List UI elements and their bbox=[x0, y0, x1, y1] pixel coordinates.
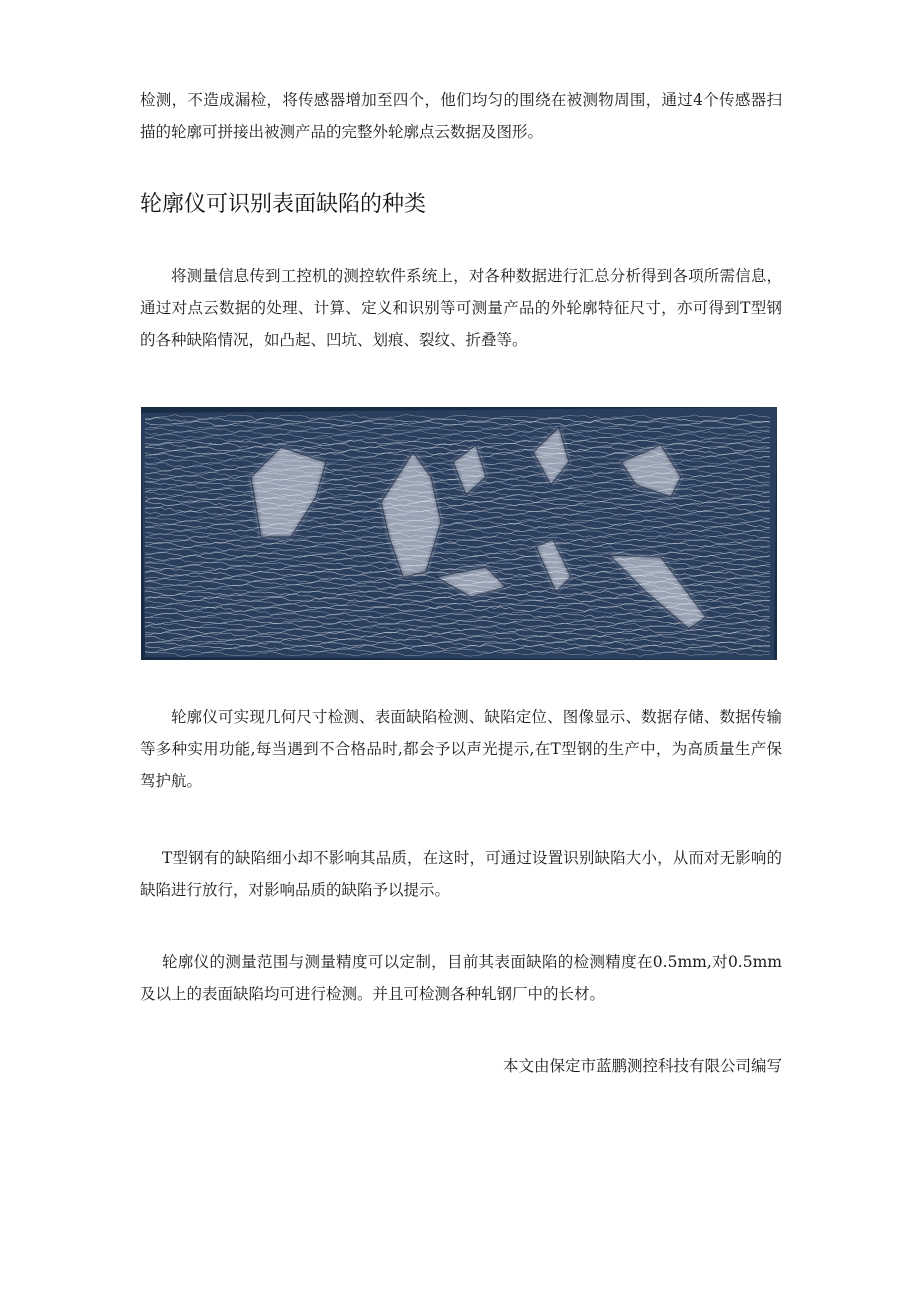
surface-defect-pointcloud-image bbox=[141, 407, 777, 660]
paragraph-functions: 轮廓仪可实现几何尺寸检测、表面缺陷检测、缺陷定位、图像显示、数据存储、数据传输等多种实用功能,每当遇到不合格品时,都会予以声光提示,在T型钢的生产中，为高质量生产保驾护航。 bbox=[140, 708, 782, 790]
paragraph-small-defects: T型钢有的缺陷细小却不影响其品质，在这时，可通过设置识别缺陷大小，从而对无影响的缺陷进行放行，对影响品质的缺陷予以提示。 bbox=[140, 849, 782, 899]
paragraph-sensors: 检测，不造成漏检，将传感器增加至四个，他们均匀的围绕在被测物周围，通过4个传感器扫描的轮廓可拼接出被测产品的完整外轮廓点云数据及图形。 bbox=[140, 91, 782, 141]
paragraph-precision: 轮廓仪的测量范围与测量精度可以定制，目前其表面缺陷的检测精度在0.5mm,对0.5mm及以上的表面缺陷均可进行检测。并且可检测各种轧钢厂中的长材。 bbox=[140, 953, 782, 1003]
section-heading: 轮廓仪可识别表面缺陷的种类 bbox=[140, 192, 427, 217]
author-credit: 本文由保定市蓝鹏测控科技有限公司编写 bbox=[502, 1057, 782, 1075]
pointcloud-mesh bbox=[141, 407, 777, 660]
paragraph-measurement-info: 将测量信息传到工控机的测控软件系统上，对各种数据进行汇总分析得到各项所需信息，通过对点云数据的处理、计算、定义和识别等可测量产品的外轮廓特征尺寸，亦可得到T型钢的各种缺陷情况，如凸起、凹坑、划痕、裂纹、折叠等。 bbox=[140, 267, 782, 349]
